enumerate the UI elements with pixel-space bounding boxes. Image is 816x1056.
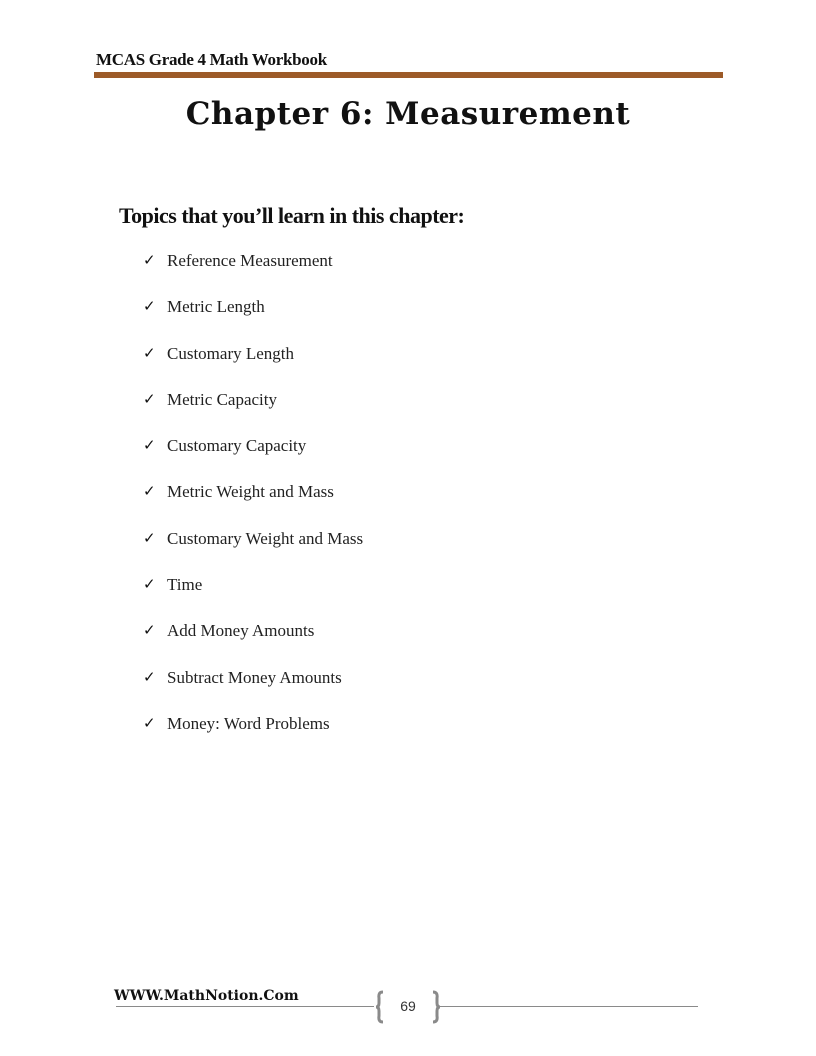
topic-label: Customary Capacity (167, 436, 307, 456)
checkmark-icon: ✓ (143, 438, 156, 455)
chapter-title: Chapter 6: Measurement (185, 96, 631, 132)
topic-item (143, 388, 363, 434)
topic-item (143, 666, 363, 712)
topic-label: Reference Measurement (167, 251, 333, 270)
topic-item (143, 619, 363, 665)
topic-label: Add Money Amounts (167, 621, 315, 641)
footer-rule-left (116, 1006, 374, 1007)
topic-label: Metric Capacity (167, 389, 277, 409)
topic-label: Metric Weight and Mass (167, 482, 334, 502)
topic-item (143, 249, 363, 295)
topic-item (143, 480, 363, 526)
topic-label: Customary Length (167, 343, 295, 363)
checkmark-icon: ✓ (143, 484, 156, 501)
checkmark-icon: ✓ (143, 669, 156, 686)
checkmark-icon: ✓ (143, 530, 156, 547)
checkmark-icon: ✓ (143, 623, 156, 640)
topic-item (143, 573, 363, 619)
page-number-box (376, 990, 440, 1024)
checkmark-icon: ✓ (143, 345, 156, 362)
page-number: 69 (400, 998, 416, 1014)
checkmark-icon: ✓ (143, 577, 156, 594)
topic-item (143, 295, 363, 341)
checkmark-icon: ✓ (143, 299, 156, 316)
topic-item (143, 712, 363, 758)
topic-label: Customary Weight and Mass (167, 528, 364, 548)
checkmark-icon: ✓ (143, 715, 156, 732)
header-rule (94, 72, 723, 78)
footer-rule-right (440, 1006, 698, 1007)
footer-url: WWW.MathNotion.Com (114, 988, 299, 1004)
topic-item (143, 342, 363, 388)
topic-label: Money: Word Problems (167, 713, 330, 733)
checkmark-icon: ✓ (143, 253, 156, 269)
checkmark-icon: ✓ (143, 391, 156, 408)
workbook-title: MCAS Grade 4 Math Workbook (96, 50, 327, 69)
topic-label: Metric Length (167, 297, 265, 317)
topics-heading: Topics that you’ll learn in this chapter: (119, 203, 465, 228)
topic-item (143, 527, 363, 573)
topic-label: Subtract Money Amounts (167, 667, 342, 687)
topic-list (143, 249, 363, 758)
topic-item (143, 434, 363, 480)
topic-label: Time (167, 575, 203, 595)
